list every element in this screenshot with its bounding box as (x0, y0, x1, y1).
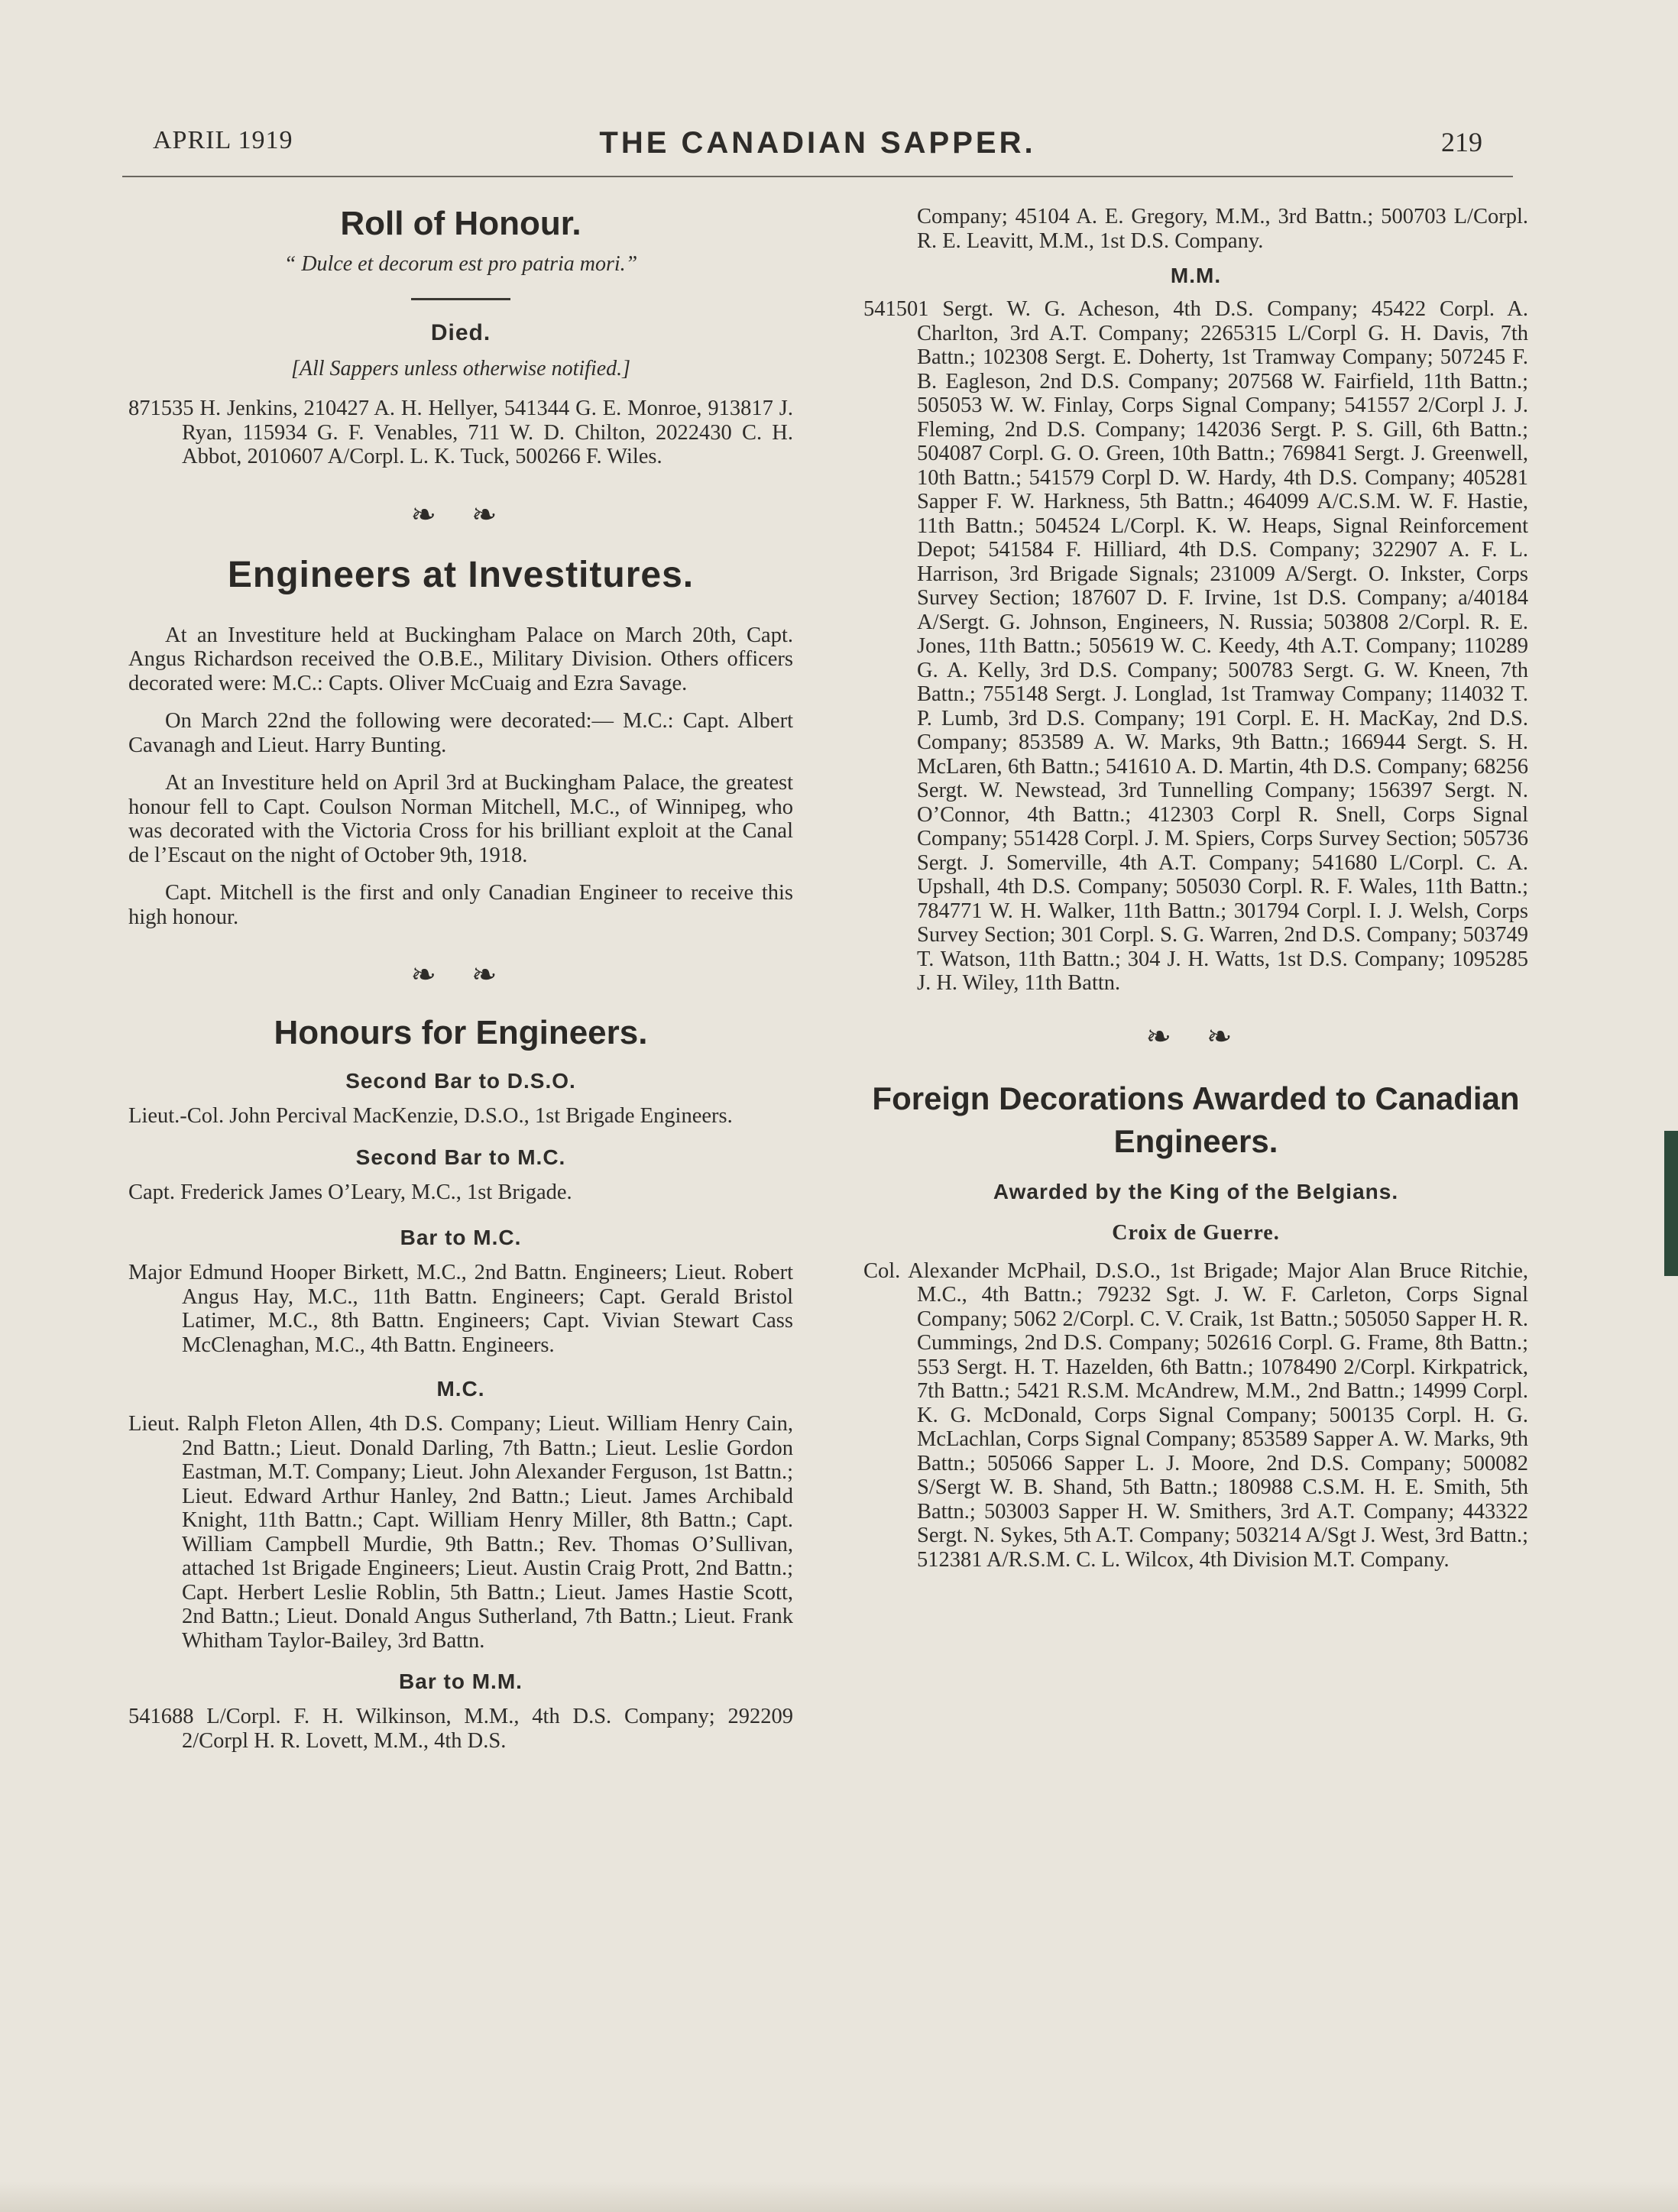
ornament-divider: ❧ ❧ (1145, 1019, 1246, 1054)
second-bar-mc-text: Capt. Frederick James O’Leary, M.C., 1st Brigade. (128, 1180, 572, 1204)
mm-heading: M.M. (1170, 264, 1222, 287)
bar-mc-heading: Bar to M.C. (400, 1226, 522, 1249)
running-head (153, 126, 1482, 172)
ornament-divider: ❧ ❧ (410, 957, 511, 992)
investitures-section (128, 554, 793, 930)
bar-mm-text: 541688 L/Corpl. F. H. Wilkinson, M.M., 4th D.S. Company; 292209 2/Corpl H. R. Lovett, M.M., 4th D.S. (128, 1705, 793, 1753)
foreign-decorations-title: Foreign Decorations Awarded to Canadian Engineers. (872, 1080, 1520, 1159)
bar-mm-heading: Bar to M.M. (399, 1670, 523, 1693)
foreign-decorations-section (863, 1077, 1528, 1572)
investitures-paragraph-3: At an Investiture held on April 3rd at Buckingham Palace, the greatest honour fell to Capt. Coulson Norman Mitchell, M.C., of Winnipeg, who was decorated with the Victoria Cross for his brilliant exploit at the Canal de l’Escaut on the night of October 9th, 1918. (128, 771, 793, 867)
journal-title: THE CANADIAN SAPPER. (599, 126, 1036, 160)
croix-de-guerre-heading: Croix de Guerre. (1112, 1220, 1280, 1245)
investitures-paragraph-1: At an Investiture held at Buckingham Palace on March 20th, Capt. Angus Richardson received the O.B.E., Military Division. Others officers decorated were: M.C.: Capts. Oliver McCuaig and Ezra Savage. (128, 623, 793, 695)
mm-text: 541501 Sergt. W. G. Acheson, 4th D.S. Company; 45422 Corpl. A. Charlton, 3rd A.T. Company; 2265315 L/Corpl G. H. Davis, 7th Battn.; 102308 Sergt. E. Doherty, 1st Tramway Company; 507245 F. B. Eagleson, 2nd D.S. Company; 207568 W. Fairfield, 11th Battn.; 505053 W. W. Finlay, Corps Signal Company; 541557 2/Corpl J. J. Fleming, 2nd D.S. Company; 142036 Sergt. P. S. Gill, 6th Battn.; 504087 Corpl. G. O. Green, 10th Battn.; 769841 Sergt. J. Greenwell, 10th Battn.; 541579 Corpl D. W. Hardy, 4th D.S. Company; 405281 Sapper F. W. Harkness, 5th Battn.; 464099 A/C.S.M. W. F. Hastie, 11th Battn.; 504524 L/Corpl. K. W. Heaps, Signal Reinforcement Depot; 541584 F. Hilliard, 4th D.S. Company; 322907 A. F. L. Harrison, 3rd Brigade Signals; 231009 A/Sergt. O. Inkster, Corps Survey Section; 187607 D. F. Irvine, 1st D.S. Company; a/40184 A/Sergt. G. Johnson, Engineers, N. Russia; 503808 2/Corpl. R. E. Jones, 11th Battn.; 505619 W. C. Keedy, 4th A.T. Company; 110289 G. A. Kelly, 3rd D.S. Company; 500783 Sergt. G. W. Kneen, 7th Battn.; 755148 Sergt. J. Longlad, 1st Tramway Company; 114032 T. P. Lumb, 3rd D.S. Company; 191 Corpl. E. H. MacKay, 2nd D.S. Company; 853589 A. W. Marks, 9th Battn.; 166944 Sergt. S. H. McLaren, 6th Battn.; 541610 A. D. Martin, 4th D.S. Company; 68256 Sergt. W. Newstead, 3rd Tunnelling Company; 156397 Sergt. N. O’Connor, 4th Battn.; 412303 Corpl R. Snell, Corps Signal Company; 551428 Corpl. J. M. Spiers, Corps Survey Section; 505736 Sergt. J. Somerville, 4th A.T. Company; 541680 L/Corpl. C. A. Upshall, 4th D.S. Company; 505030 Corpl. R. F. Wales, 11th Battn.; 784771 W. H. Walker, 11th Battn.; 301794 Corpl. I. J. Welsh, Corps Survey Section; 301 Corpl. S. G. Warren, 2nd D.S. Company; 503749 T. Watson, 11th Battn.; 304 J. H. Watts, 1st D.S. Company; 1095285 J. H. Wiley, 11th Battn. (863, 297, 1528, 995)
died-heading: Died. (430, 320, 491, 345)
page-bottom-shade (0, 2181, 1678, 2212)
bar-mm-continued: Company; 45104 A. E. Gregory, M.M., 3rd Battn.; 500703 L/Corpl. R. E. Leavitt, M.M., 1st D.S. Company. (917, 205, 1528, 253)
short-rule (411, 298, 510, 300)
roll-of-honour-title: Roll of Honour. (340, 205, 581, 242)
bar-mc-text: Major Edmund Hooper Birkett, M.C., 2nd Battn. Engineers; Lieut. Robert Angus Hay, M.C., 11th Battn. Engineers; Capt. Gerald Bristol Latimer, M.C., 8th Battn. Engineers; Capt. Vivian Stewart Cass McClenaghan, M.C., 4th Battn. Engineers. (128, 1261, 793, 1357)
dso-heading: Second Bar to D.S.O. (345, 1069, 576, 1093)
right-column (863, 205, 1528, 1572)
mc-heading: M.C. (436, 1377, 485, 1401)
honours-section (128, 1014, 793, 1753)
latin-motto: “ Dulce et decorum est pro patria mori.” (283, 252, 638, 276)
left-column (128, 205, 793, 1753)
mc-text: Lieut. Ralph Fleton Allen, 4th D.S. Company; Lieut. William Henry Cain, 2nd Battn.; Lieut. Donald Darling, 7th Battn.; Lieut. Leslie Gordon Eastman, M.T. Company; Lieut. John Alexander Ferguson, 1st Battn.; Lieut. Edward Arthur Hanley, 2nd Battn.; Lieut. James Archibald Knight, 11th Battn.; Capt. William Henry Miller, 8th Battn.; Capt. William Campbell Murdie, 9th Battn.; Rev. Thomas O’Sullivan, attached 1st Brigade Engineers; Lieut. Austin Craig Prott, 2nd Battn.; Capt. Herbert Leslie Roblin, 5th Battn.; Lieut. James Hastie Scott, 2nd Battn.; Lieut. Donald Angus Sutherland, 7th Battn.; Lieut. Frank Whitham Taylor-Bailey, 3rd Battn. (128, 1412, 793, 1653)
died-note: [All Sappers unless otherwise notified.] (290, 357, 631, 381)
dso-text: Lieut.-Col. John Percival MacKenzie, D.S.O., 1st Brigade Engineers. (128, 1104, 733, 1128)
investitures-title: Engineers at Investitures. (227, 554, 695, 595)
investitures-paragraph-2: On March 22nd the following were decorated:— M.C.: Capt. Albert Cavanagh and Lieut. Harry Bunting. (128, 709, 793, 757)
died-list: 871535 H. Jenkins, 210427 A. H. Hellyer, 541344 G. E. Monroe, 913817 J. Ryan, 115934 G. F. Venables, 711 W. D. Chilton, 2022430 C. H. Abbot, 2010607 A/Corpl. L. K. Tuck, 500266 F. Wiles. (128, 397, 793, 468)
honours-title: Honours for Engineers. (274, 1014, 648, 1051)
issue-date: APRIL 1919 (153, 126, 293, 154)
second-bar-mc-heading: Second Bar to M.C. (355, 1145, 566, 1169)
header-rule (122, 176, 1513, 177)
page-number: 219 (1441, 127, 1482, 157)
awarded-by-heading: Awarded by the King of the Belgians. (993, 1179, 1399, 1203)
roll-of-honour-section (128, 205, 793, 469)
ornament-divider: ❧ ❧ (410, 497, 511, 532)
investitures-paragraph-4: Capt. Mitchell is the first and only Canadian Engineer to receive this high honour. (128, 881, 793, 929)
page-edge-tab (1664, 1131, 1678, 1276)
croix-de-guerre-text: Col. Alexander McPhail, D.S.O., 1st Brigade; Major Alan Bruce Ritchie, M.C., 4th Battn.; 79232 Sgt. J. W. F. Carleton, Corps Signal Company; 5062 2/Corpl. C. V. Craik, 1st Battn.; 505050 Sapper H. R. Cummings, 2nd D.S. Company; 502616 Corpl. G. Frame, 8th Battn.; 553 Sergt. H. T. Hazelden, 6th Battn.; 1078490 2/Corpl. Kirkpatrick, 7th Battn.; 5421 R.S.M. McAndrew, M.M., 2nd Battn.; 14999 Corpl. K. G. McDonald, Corps Signal Company; 500135 Corpl. H. G. McLachlan, Corps Signal Company; 853589 Sapper A. W. Marks, 9th Battn.; 505066 Sapper L. J. Moore, 2nd D.S. Company; 500082 S/Sergt W. B. Shand, 5th Battn.; 180988 C.S.M. H. E. Smith, 5th Battn.; 503003 Sapper H. W. Smithers, 3rd A.T. Company; 443322 Sergt. N. Sykes, 5th A.T. Company; 503214 A/Sgt J. West, 3rd Battn.; 512381 A/R.S.M. C. L. Wilcox, 4th Division M.T. Company. (863, 1258, 1528, 1572)
